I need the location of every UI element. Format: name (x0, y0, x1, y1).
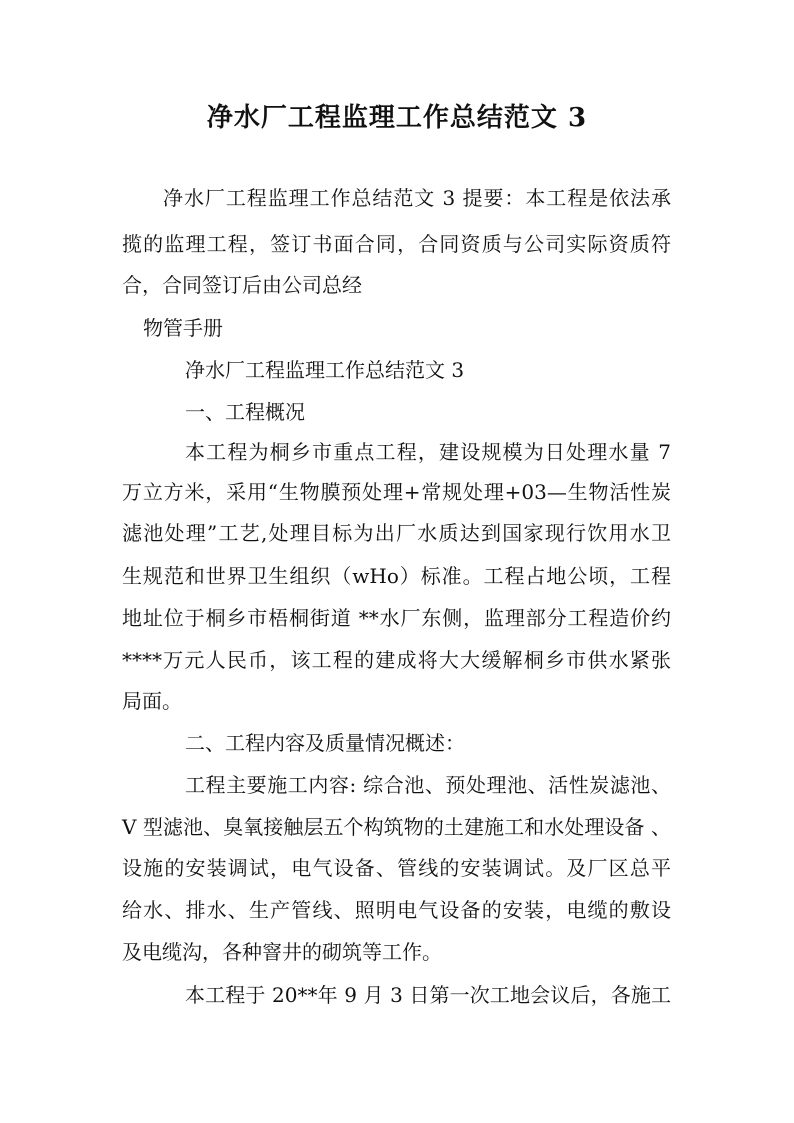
summary-line-3: 合，合同签订后由公司总经 (122, 273, 362, 297)
paragraph-1-line-3: 滤池处理”工艺,处理目标为出厂水质达到国家现行饮用水卫 (122, 521, 671, 545)
summary-line-2: 揽的监理工程，签订书面合同，合同资质与公司实际资质符 (122, 232, 671, 256)
paragraph-2-line-5: 及电缆沟，各种窨井的砌筑等工作。 (122, 940, 442, 964)
paragraph-1-line-4: 生规范和世界卫生组织（wHo）标准。工程占地公顷，工程 (122, 564, 671, 588)
section-heading-1: 一、工程概况 (185, 400, 305, 424)
paragraph-2-line-2: V 型滤池、臭氧接触层五个构筑物的土建施工和水处理设备 、 (122, 815, 671, 839)
paragraph-2-line-1: 工程主要施工内容: 综合池、预处理池、活性炭滤池、 (185, 773, 671, 797)
paragraph-1-line-5: 地址位于桐乡市梧桐街道 **水厂东侧，监理部分工程造价约 (122, 606, 671, 630)
paragraph-3-line-1: 本工程于 20**年 9 月 3 日第一次工地会议后，各施工 (185, 983, 671, 1007)
paragraph-1-line-6: ****万元人民币，该工程的建成将大大缓解桐乡市供水紧张 (122, 648, 671, 672)
paragraph-1-line-7: 局面。 (122, 689, 182, 713)
paragraph-1-line-2: 万立方米，采用“生物膜预处理+常规处理+03—生物活性炭 (122, 480, 671, 504)
summary-line-1: 净水厂工程监理工作总结范文 3 提要：本工程是依法承 (163, 186, 671, 210)
body-title: 净水厂工程监理工作总结范文 3 (185, 358, 465, 382)
paragraph-1-line-1: 本工程为桐乡市重点工程，建设规模为日处理水量 7 (185, 440, 671, 464)
paragraph-2-line-3: 设施的安装调试，电气设备、管线的安装调试。及厂区总平 (122, 856, 671, 880)
paragraph-2-line-4: 给水、排水、生产管线、照明电气设备的安装，电缆的敷设 (122, 898, 671, 922)
section-heading-2: 二、工程内容及质量情况概述： (185, 731, 465, 755)
category-label: 物管手册 (143, 316, 223, 340)
document-title: 净水厂工程监理工作总结范文 3 (206, 103, 588, 133)
